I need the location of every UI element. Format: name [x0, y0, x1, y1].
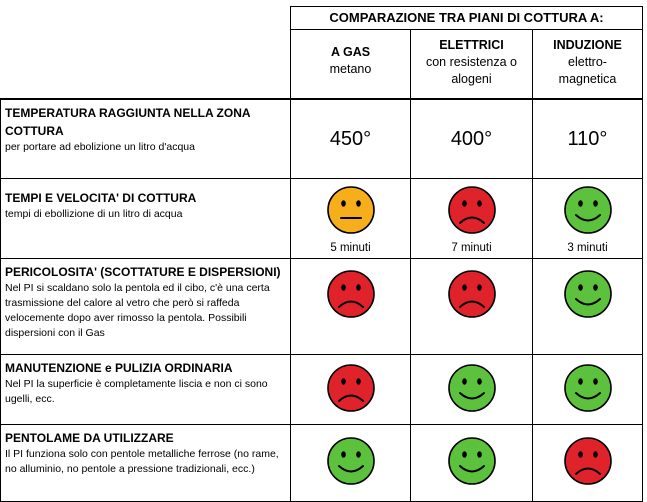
column-subtitle-electric: con resistenza o alogeni	[425, 55, 518, 86]
cookware-induction	[533, 425, 643, 502]
row-title: PERICOLOSITA' (SCOTTATURE E DISPERSIONI)	[5, 265, 281, 279]
column-title-induction: INDUZIONE	[553, 38, 622, 52]
cooking-time-electric	[411, 179, 533, 259]
happy-face-icon	[447, 363, 497, 413]
column-subtitle-gas: metano	[329, 62, 372, 76]
neutral-face-icon	[326, 185, 376, 235]
row-label-maintenance	[1, 355, 291, 425]
cooking-time-gas	[291, 179, 411, 259]
cookware-electric	[411, 425, 533, 502]
row-title: TEMPERATURA RAGGIUNTA NELLA ZONA COTTURA	[5, 106, 251, 138]
maintenance-induction	[533, 355, 643, 425]
comparison-table	[0, 6, 643, 502]
cookware-gas	[291, 425, 411, 502]
time-caption: 7 minuti	[451, 242, 492, 254]
temperature-electric: 400°	[411, 99, 533, 179]
danger-induction	[533, 259, 643, 355]
sad-face-icon	[563, 436, 613, 486]
column-subtitle-induction: elettro-magnetica	[558, 55, 617, 86]
sad-face-icon	[447, 185, 497, 235]
column-title-electric: ELETTRICI	[439, 38, 504, 52]
time-caption: 3 minuti	[567, 242, 608, 254]
row-title: TEMPI E VELOCITA' DI COTTURA	[5, 191, 197, 205]
row-label-temperature	[1, 99, 291, 179]
row-title: PENTOLAME DA UTILIZZARE	[5, 431, 174, 445]
row-label-danger	[1, 259, 291, 355]
happy-face-icon	[563, 185, 613, 235]
row-description: per portare ad ebolizione un litro d'acqua	[5, 141, 195, 153]
maintenance-gas	[291, 355, 411, 425]
column-title-gas: A GAS	[330, 45, 371, 59]
happy-face-icon	[563, 269, 613, 319]
maintenance-electric	[411, 355, 533, 425]
row-description: tempi di ebollizione di un litro di acqua	[5, 208, 183, 220]
blank-corner	[1, 7, 291, 100]
column-header-induction	[533, 30, 643, 100]
sad-face-icon	[326, 363, 376, 413]
row-title: MANUTENZIONE e PULIZIA ORDINARIA	[5, 361, 233, 375]
sad-face-icon	[326, 269, 376, 319]
row-label-cookware	[1, 425, 291, 502]
happy-face-icon	[326, 436, 376, 486]
column-header-electric	[411, 30, 533, 100]
row-label-cooking-time	[1, 179, 291, 259]
temperature-induction: 110°	[533, 99, 643, 179]
happy-face-icon	[563, 363, 613, 413]
cooking-time-induction	[533, 179, 643, 259]
time-caption: 5 minuti	[330, 242, 371, 254]
column-header-gas	[291, 30, 411, 100]
row-description: Nel PI la superficie è completamente liscia e non ci sono ugelli, ecc.	[5, 378, 268, 405]
danger-gas	[291, 259, 411, 355]
happy-face-icon	[447, 436, 497, 486]
row-description: Nel PI si scaldano solo la pentola ed il cibo, c'è una certa trasmissione del calore al vetro che però si raffeda velocemente dopo aver rimosso la pentola. Possibili dispersioni con il Gas	[5, 282, 270, 339]
danger-electric	[411, 259, 533, 355]
temperature-gas: 450°	[291, 99, 411, 179]
row-description: Il PI funziona solo con pentole metalliche ferrose (no rame, no alluminio, no pentole a pressione tradizionali, ecc.)	[5, 448, 279, 475]
table-title: COMPARAZIONE TRA PIANI DI COTTURA A:	[291, 7, 643, 30]
sad-face-icon	[447, 269, 497, 319]
